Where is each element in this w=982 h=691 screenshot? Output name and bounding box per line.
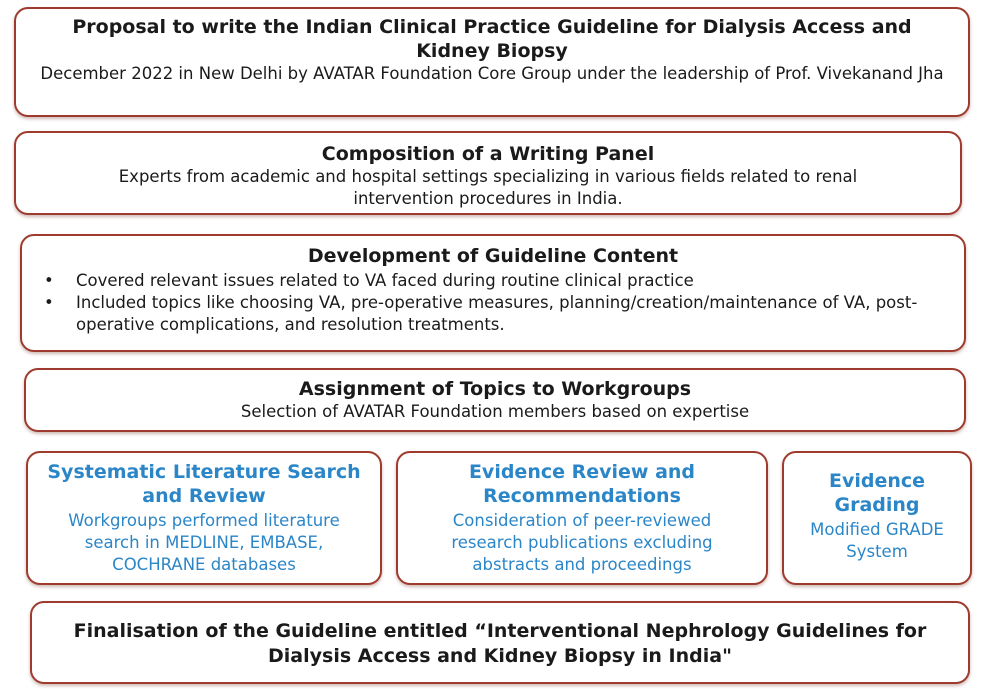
step-writing-panel [14, 131, 962, 215]
parallel-evidence-grading [782, 451, 972, 585]
step-proposal-title: Proposal to write the Indian Clinical Practice Guideline for Dialysis Access and Kidney Biopsy [72, 16, 912, 62]
step-proposal [14, 7, 970, 117]
step-topic-assignment-title: Assignment of Topics to Workgroups [298, 378, 692, 400]
bullet-icon: • [44, 271, 54, 290]
step-writing-panel-title: Composition of a Writing Panel [321, 143, 655, 165]
evidence-review-text: Consideration of peer-reviewed research publications excluding abstracts and proceedings [451, 511, 713, 574]
parallel-evidence-review [396, 451, 768, 585]
literature-search-title: Systematic Literature Search and Review [47, 461, 361, 507]
evidence-grading-text: Modified GRADE System [810, 520, 944, 561]
content-bullet-item: • Covered relevant issues related to VA faced during routine clinical practice [44, 271, 694, 290]
content-bullet-list [22, 270, 964, 336]
evidence-review-title: Evidence Review and Recommendations [468, 461, 696, 507]
evidence-grading-title: Evidence Grading [828, 470, 926, 516]
step-topic-assignment [24, 368, 966, 432]
content-bullet-item: • Included topics like choosing VA, pre-operative measures, planning/creation/maintenance of VA, post-operative complications, and resolution treatments. [44, 293, 918, 334]
step-writing-panel-text: Experts from academic and hospital settings specializing in various fields related to renal intervention procedures in India. [118, 167, 858, 208]
step-proposal-text: December 2022 in New Delhi by AVATAR Foundation Core Group under the leadership of Prof. Vivekanand Jha [40, 64, 944, 83]
step-content-development-title: Development of Guideline Content [307, 245, 679, 267]
parallel-literature-search [26, 451, 382, 585]
bullet-icon: • [44, 293, 54, 312]
literature-search-text: Workgroups performed literature search in MEDLINE, EMBASE, COCHRANE databases [68, 511, 340, 574]
step-finalisation [30, 601, 970, 684]
finalisation-title: Finalisation of the Guideline entitled “Interventional Nephrology Guidelines for Dialysis Access and Kidney Biopsy in India" [73, 620, 927, 667]
step-content-development [20, 234, 966, 352]
step-topic-assignment-text: Selection of AVATAR Foundation members based on expertise [240, 402, 750, 421]
